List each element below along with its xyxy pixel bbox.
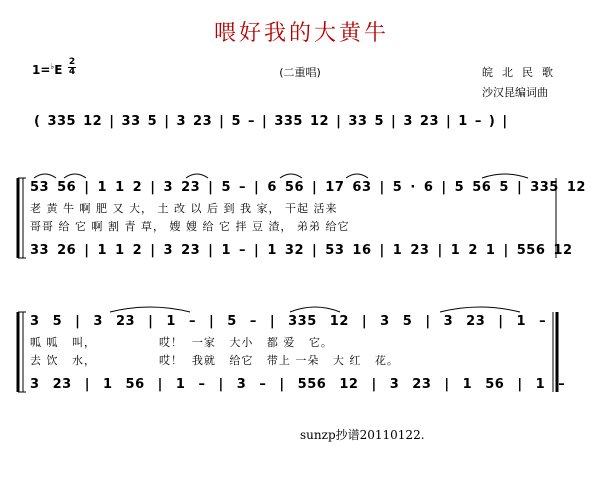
system2-lower-voice: 3 23 | 1 56 | 1 – | 3 – | 556 12 | 3 23 | 1 56 | 1 – (30, 377, 566, 392)
arranger-credit: 沙汉昆编词曲 (482, 86, 548, 99)
system1-lyric-line2: 哥哥 给 它 啊 割 青 草， 嫂 嫂 给 它 拌 豆 渣， 弟弟 给它 (30, 220, 350, 233)
system2-lyric-line2: 去 饮 水， 哎！ 我就 给它 带上 一朵 大 红 花。 (30, 354, 399, 367)
system1-upper-voice: 53 56 | 1 1 2 | 3 23 | 5 – | 6 56 | 17 63 | 5 · 6 | 5 56 5 | 335 12 (30, 180, 586, 195)
subtitle: (二重唱) (279, 66, 321, 79)
system2-upper-voice: 3 5 | 3 23 | 1 – | 5 – | 335 12 | 3 5 | 3 23 | 1 – (30, 314, 547, 329)
time-bottom: 4 (68, 67, 76, 77)
region-credit: 皖北民歌 (482, 66, 562, 79)
key-note: E (54, 63, 63, 77)
song-title: 喂好我的大黄牛 (213, 21, 389, 46)
system2-lyric-line1: 呱 呱 叫， 哎！ 一家 大小 都 爱 它。 (30, 336, 333, 349)
footer-credit: sunzp抄谱20110122. (300, 428, 425, 442)
intro-notation: ( 335 12 | 33 5 | 3 23 | 5 – | 335 12 | 33 5 | 3 23 | 1 – ) | (34, 114, 508, 129)
time-top: 2 (68, 57, 76, 67)
system1-lower-voice: 33 26 | 1 1 2 | 3 23 | 1 – | 1 32 | 53 16 | 1 23 | 1 2 1 | 556 12 (30, 243, 573, 258)
key-flat: ♭ (50, 62, 55, 71)
system1-lyric-line1: 老 黄 牛 啊 肥 又 大， 土 改 以 后 到 我 家， 干起 活来 (30, 202, 338, 215)
key-label: 1= (32, 63, 51, 77)
